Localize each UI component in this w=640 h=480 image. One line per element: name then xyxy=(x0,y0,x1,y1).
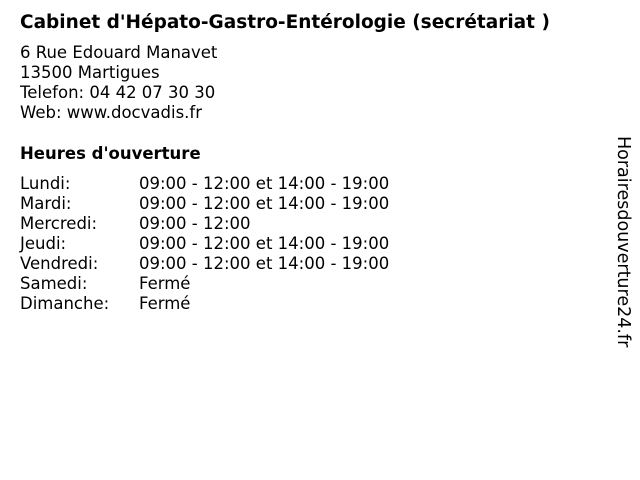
business-name: Cabinet d'Hépato-Gastro-Entérologie (secrétariat ) xyxy=(20,12,550,33)
day-label: Vendredi: xyxy=(20,254,99,273)
opening-hours-heading: Heures d'ouverture xyxy=(20,144,201,163)
day-hours: 09:00 - 12:00 et 14:00 - 19:00 xyxy=(139,234,390,253)
day-hours: Fermé xyxy=(139,294,191,313)
site-watermark xyxy=(612,136,634,372)
day-label: Mercredi: xyxy=(20,214,98,233)
website: Web: www.docvadis.fr xyxy=(20,103,202,122)
day-hours: 09:00 - 12:00 xyxy=(139,214,251,233)
day-hours: Fermé xyxy=(139,274,191,293)
city: 13500 Martigues xyxy=(20,63,160,82)
day-label: Lundi: xyxy=(20,174,71,193)
day-label: Jeudi: xyxy=(20,234,67,253)
day-hours: 09:00 - 12:00 et 14:00 - 19:00 xyxy=(139,174,390,193)
watermark-text: Horairesdouverture24.fr xyxy=(613,136,633,348)
day-hours: 09:00 - 12:00 et 14:00 - 19:00 xyxy=(139,194,390,213)
street-address: 6 Rue Edouard Manavet xyxy=(20,43,218,62)
phone-number: Telefon: 04 42 07 30 30 xyxy=(20,83,216,102)
day-label: Dimanche: xyxy=(20,294,110,313)
business-address xyxy=(20,43,217,123)
day-hours: 09:00 - 12:00 et 14:00 - 19:00 xyxy=(139,254,390,273)
day-label: Samedi: xyxy=(20,274,88,293)
day-label: Mardi: xyxy=(20,194,72,213)
